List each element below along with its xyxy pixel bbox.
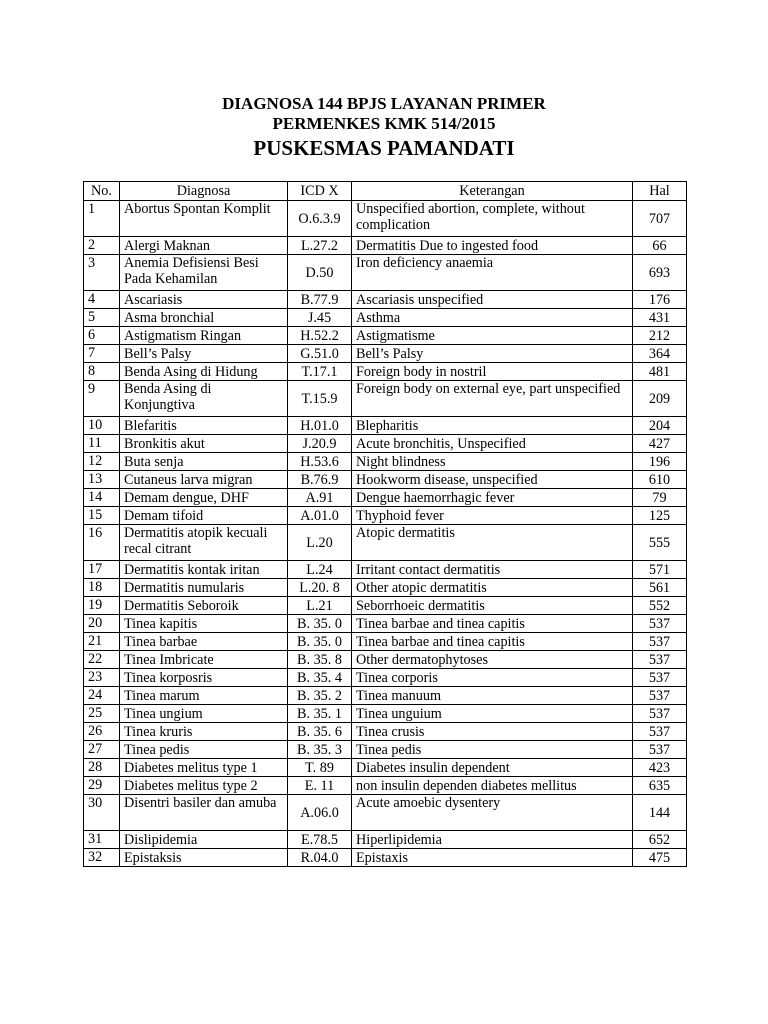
table-row xyxy=(84,327,687,345)
cell-no: 29 xyxy=(84,777,120,795)
cell-diagnosa: Bell’s Palsy xyxy=(120,345,288,363)
cell-hal: 552 xyxy=(633,597,687,615)
cell-no: 15 xyxy=(84,507,120,525)
table-row xyxy=(84,237,687,255)
title-line-3: PUSKESMAS PAMANDATI xyxy=(253,136,515,160)
cell-no: 26 xyxy=(84,723,120,741)
cell-keterangan: Epistaxis xyxy=(352,849,633,867)
cell-no: 3 xyxy=(84,255,120,291)
cell-hal: 537 xyxy=(633,669,687,687)
cell-hal: 431 xyxy=(633,309,687,327)
table-row xyxy=(84,525,687,561)
cell-diagnosa: Anemia Defisiensi Besi Pada Kehamilan xyxy=(120,255,288,291)
cell-diagnosa: Cutaneus larva migran xyxy=(120,471,288,489)
cell-no: 18 xyxy=(84,579,120,597)
cell-hal: 635 xyxy=(633,777,687,795)
cell-no: 4 xyxy=(84,291,120,309)
cell-no: 12 xyxy=(84,453,120,471)
cell-icd: L.20 xyxy=(288,525,352,561)
title-line-2: PERMENKES KMK 514/2015 xyxy=(272,114,496,133)
cell-icd: H.01.0 xyxy=(288,417,352,435)
cell-icd: A.91 xyxy=(288,489,352,507)
table-row xyxy=(84,471,687,489)
cell-icd: L.27.2 xyxy=(288,237,352,255)
cell-icd: L.21 xyxy=(288,597,352,615)
table-row xyxy=(84,669,687,687)
cell-diagnosa: Tinea kruris xyxy=(120,723,288,741)
table-row xyxy=(84,723,687,741)
cell-no: 10 xyxy=(84,417,120,435)
cell-no: 14 xyxy=(84,489,120,507)
cell-diagnosa: Astigmatism Ringan xyxy=(120,327,288,345)
column-header-hal: Hal xyxy=(633,182,687,201)
cell-hal: 537 xyxy=(633,741,687,759)
cell-icd: J.45 xyxy=(288,309,352,327)
cell-icd: B. 35. 6 xyxy=(288,723,352,741)
table-row xyxy=(84,849,687,867)
cell-diagnosa: Tinea pedis xyxy=(120,741,288,759)
cell-diagnosa: Dermatitis atopik kecuali recal citrant xyxy=(120,525,288,561)
cell-no: 23 xyxy=(84,669,120,687)
cell-hal: 66 xyxy=(633,237,687,255)
table-row xyxy=(84,417,687,435)
cell-keterangan: Other atopic dermatitis xyxy=(352,579,633,597)
column-header-keterangan: Keterangan xyxy=(352,182,633,201)
table-row xyxy=(84,381,687,417)
cell-keterangan: Hookworm disease, unspecified xyxy=(352,471,633,489)
cell-hal: 423 xyxy=(633,759,687,777)
table-row xyxy=(84,615,687,633)
cell-icd: B. 35. 4 xyxy=(288,669,352,687)
cell-hal: 481 xyxy=(633,363,687,381)
cell-hal: 364 xyxy=(633,345,687,363)
cell-no: 2 xyxy=(84,237,120,255)
cell-no: 21 xyxy=(84,633,120,651)
cell-keterangan: Blepharitis xyxy=(352,417,633,435)
cell-keterangan: Iron deficiency anaemia xyxy=(352,255,633,291)
table-row xyxy=(84,255,687,291)
cell-diagnosa: Diabetes melitus type 1 xyxy=(120,759,288,777)
cell-icd: H.52.2 xyxy=(288,327,352,345)
cell-no: 25 xyxy=(84,705,120,723)
column-header-diagnosa: Diagnosa xyxy=(120,182,288,201)
cell-keterangan: Acute amoebic dysentery xyxy=(352,795,633,831)
cell-no: 6 xyxy=(84,327,120,345)
cell-keterangan: Asthma xyxy=(352,309,633,327)
cell-no: 27 xyxy=(84,741,120,759)
cell-hal: 537 xyxy=(633,705,687,723)
cell-hal: 427 xyxy=(633,435,687,453)
table-body xyxy=(84,201,687,867)
table-row xyxy=(84,453,687,471)
cell-diagnosa: Demam tifoid xyxy=(120,507,288,525)
cell-icd: B. 35. 0 xyxy=(288,633,352,651)
cell-icd: E. 11 xyxy=(288,777,352,795)
cell-diagnosa: Alergi Maknan xyxy=(120,237,288,255)
document-header xyxy=(0,94,768,162)
table-row xyxy=(84,291,687,309)
cell-icd: B.77.9 xyxy=(288,291,352,309)
cell-hal: 79 xyxy=(633,489,687,507)
cell-diagnosa: Benda Asing di Hidung xyxy=(120,363,288,381)
cell-icd: D.50 xyxy=(288,255,352,291)
cell-keterangan: Tinea pedis xyxy=(352,741,633,759)
cell-diagnosa: Tinea korposris xyxy=(120,669,288,687)
cell-diagnosa: Buta senja xyxy=(120,453,288,471)
cell-icd: B. 35. 1 xyxy=(288,705,352,723)
table-row xyxy=(84,759,687,777)
table-row xyxy=(84,345,687,363)
cell-diagnosa: Dislipidemia xyxy=(120,831,288,849)
table-row xyxy=(84,651,687,669)
cell-keterangan: Other dermatophytoses xyxy=(352,651,633,669)
cell-no: 24 xyxy=(84,687,120,705)
table-row xyxy=(84,687,687,705)
cell-icd: T.17.1 xyxy=(288,363,352,381)
cell-hal: 537 xyxy=(633,615,687,633)
cell-hal: 176 xyxy=(633,291,687,309)
cell-icd: B.76.9 xyxy=(288,471,352,489)
cell-no: 11 xyxy=(84,435,120,453)
cell-diagnosa: Tinea kapitis xyxy=(120,615,288,633)
cell-keterangan: Diabetes insulin dependent xyxy=(352,759,633,777)
cell-keterangan: Dermatitis Due to ingested food xyxy=(352,237,633,255)
cell-no: 19 xyxy=(84,597,120,615)
cell-no: 22 xyxy=(84,651,120,669)
cell-hal: 204 xyxy=(633,417,687,435)
cell-icd: O.6.3.9 xyxy=(288,201,352,237)
cell-keterangan: non insulin dependen diabetes mellitus xyxy=(352,777,633,795)
cell-hal: 561 xyxy=(633,579,687,597)
cell-hal: 537 xyxy=(633,633,687,651)
cell-icd: J.20.9 xyxy=(288,435,352,453)
cell-no: 7 xyxy=(84,345,120,363)
cell-no: 13 xyxy=(84,471,120,489)
cell-hal: 652 xyxy=(633,831,687,849)
table-row xyxy=(84,741,687,759)
column-header-icd: ICD X xyxy=(288,182,352,201)
cell-keterangan: Ascariasis unspecified xyxy=(352,291,633,309)
cell-hal: 125 xyxy=(633,507,687,525)
cell-icd: B. 35. 2 xyxy=(288,687,352,705)
cell-hal: 144 xyxy=(633,795,687,831)
cell-no: 5 xyxy=(84,309,120,327)
cell-diagnosa: Epistaksis xyxy=(120,849,288,867)
cell-no: 17 xyxy=(84,561,120,579)
table-row xyxy=(84,705,687,723)
table-row xyxy=(84,309,687,327)
table-row xyxy=(84,363,687,381)
cell-no: 28 xyxy=(84,759,120,777)
table-row xyxy=(84,435,687,453)
cell-keterangan: Hiperlipidemia xyxy=(352,831,633,849)
cell-hal: 555 xyxy=(633,525,687,561)
cell-diagnosa: Abortus Spontan Komplit xyxy=(120,201,288,237)
cell-hal: 537 xyxy=(633,687,687,705)
cell-diagnosa: Disentri basiler dan amuba xyxy=(120,795,288,831)
cell-keterangan: Night blindness xyxy=(352,453,633,471)
table-row xyxy=(84,633,687,651)
cell-keterangan: Astigmatisme xyxy=(352,327,633,345)
cell-keterangan: Irritant contact dermatitis xyxy=(352,561,633,579)
cell-no: 20 xyxy=(84,615,120,633)
title-line-1: DIAGNOSA 144 BPJS LAYANAN PRIMER xyxy=(222,94,546,113)
cell-hal: 610 xyxy=(633,471,687,489)
cell-keterangan: Tinea crusis xyxy=(352,723,633,741)
cell-no: 32 xyxy=(84,849,120,867)
cell-keterangan: Seborrhoeic dermatitis xyxy=(352,597,633,615)
cell-diagnosa: Blefaritis xyxy=(120,417,288,435)
cell-hal: 537 xyxy=(633,723,687,741)
cell-diagnosa: Tinea marum xyxy=(120,687,288,705)
table-row xyxy=(84,795,687,831)
column-header-no: No. xyxy=(84,182,120,201)
cell-diagnosa: Tinea barbae xyxy=(120,633,288,651)
diagnosis-table xyxy=(83,181,687,867)
cell-keterangan: Tinea unguium xyxy=(352,705,633,723)
cell-no: 1 xyxy=(84,201,120,237)
cell-diagnosa: Tinea Imbricate xyxy=(120,651,288,669)
cell-keterangan: Foreign body in nostril xyxy=(352,363,633,381)
cell-hal: 571 xyxy=(633,561,687,579)
cell-keterangan: Tinea barbae and tinea capitis xyxy=(352,633,633,651)
cell-keterangan: Foreign body on external eye, part unspecified xyxy=(352,381,633,417)
cell-icd: H.53.6 xyxy=(288,453,352,471)
cell-diagnosa: Demam dengue, DHF xyxy=(120,489,288,507)
table-row xyxy=(84,597,687,615)
cell-keterangan: Tinea manuum xyxy=(352,687,633,705)
table-row xyxy=(84,507,687,525)
table-row xyxy=(84,561,687,579)
cell-diagnosa: Ascariasis xyxy=(120,291,288,309)
table-row xyxy=(84,201,687,237)
cell-diagnosa: Benda Asing di Konjungtiva xyxy=(120,381,288,417)
cell-hal: 209 xyxy=(633,381,687,417)
table-row xyxy=(84,777,687,795)
cell-hal: 707 xyxy=(633,201,687,237)
cell-icd: L.24 xyxy=(288,561,352,579)
cell-keterangan: Acute bronchitis, Unspecified xyxy=(352,435,633,453)
cell-icd: B. 35. 0 xyxy=(288,615,352,633)
cell-diagnosa: Dermatitis kontak iritan xyxy=(120,561,288,579)
cell-no: 16 xyxy=(84,525,120,561)
cell-icd: T. 89 xyxy=(288,759,352,777)
cell-no: 9 xyxy=(84,381,120,417)
cell-icd: R.04.0 xyxy=(288,849,352,867)
header-row xyxy=(84,182,687,201)
cell-keterangan: Atopic dermatitis xyxy=(352,525,633,561)
cell-keterangan: Unspecified abortion, complete, without complication xyxy=(352,201,633,237)
cell-no: 30 xyxy=(84,795,120,831)
cell-diagnosa: Diabetes melitus type 2 xyxy=(120,777,288,795)
cell-icd: B. 35. 3 xyxy=(288,741,352,759)
cell-keterangan: Dengue haemorrhagic fever xyxy=(352,489,633,507)
cell-hal: 537 xyxy=(633,651,687,669)
cell-no: 31 xyxy=(84,831,120,849)
table-header xyxy=(84,182,687,201)
cell-keterangan: Tinea barbae and tinea capitis xyxy=(352,615,633,633)
cell-icd: L.20. 8 xyxy=(288,579,352,597)
cell-keterangan: Bell’s Palsy xyxy=(352,345,633,363)
cell-hal: 196 xyxy=(633,453,687,471)
cell-icd: A.01.0 xyxy=(288,507,352,525)
cell-icd: A.06.0 xyxy=(288,795,352,831)
table-row xyxy=(84,489,687,507)
cell-diagnosa: Dermatitis numularis xyxy=(120,579,288,597)
table-row xyxy=(84,831,687,849)
cell-icd: E.78.5 xyxy=(288,831,352,849)
cell-icd: T.15.9 xyxy=(288,381,352,417)
cell-hal: 693 xyxy=(633,255,687,291)
table-row xyxy=(84,579,687,597)
cell-hal: 212 xyxy=(633,327,687,345)
cell-diagnosa: Dermatitis Seboroik xyxy=(120,597,288,615)
cell-keterangan: Thyphoid fever xyxy=(352,507,633,525)
cell-diagnosa: Asma bronchial xyxy=(120,309,288,327)
cell-icd: B. 35. 8 xyxy=(288,651,352,669)
cell-no: 8 xyxy=(84,363,120,381)
cell-diagnosa: Tinea ungium xyxy=(120,705,288,723)
cell-hal: 475 xyxy=(633,849,687,867)
cell-diagnosa: Bronkitis akut xyxy=(120,435,288,453)
cell-keterangan: Tinea corporis xyxy=(352,669,633,687)
cell-icd: G.51.0 xyxy=(288,345,352,363)
